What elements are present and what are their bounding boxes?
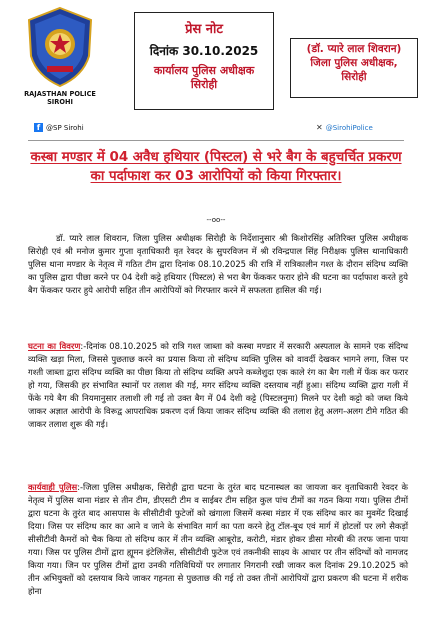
police-action-label: कार्यवाही पुलिस (28, 482, 78, 492)
incident-paragraph (28, 340, 408, 431)
office-name: कार्यालय पुलिस अधीक्षक (153, 64, 255, 77)
press-note-box (134, 12, 274, 110)
twitter-handle: @SirohiPolice (325, 123, 373, 132)
logo-caption-line1: RAJASTHAN POLICE (24, 90, 96, 98)
facebook-link[interactable] (34, 123, 84, 132)
logo-caption-line2: SIROHI (47, 98, 73, 106)
rajasthan-police-logo (14, 6, 106, 114)
letterhead (0, 0, 432, 120)
officer-box (290, 38, 418, 98)
office-location: सिरोही (190, 78, 218, 91)
press-note-title: प्रेस नोट (185, 22, 223, 37)
facebook-handle: @SP Sirohi (46, 123, 84, 132)
intro-paragraph: डॉ. प्यारे लाल शिवरान, जिला पुलिस अधीक्षक सिरोही के निर्देशानुसार श्री किशोरसिंह अतिरिक्त पुलिस अधीक्षक सिरोही एवं श्री मनोज कुमार गुप्ता वृताधिकारी वृत रेवदर के सुपरविजन में श्री रविन्द्रपाल सिंह निरीक्षक पुलिस थानाधिकारी पुलिस थाना मण्डार के नेतृत्व में गठित टीम द्वारा दिनांक 08.10.2025 की रात्रि में रात्रिकालीन गश्त के दौरान संदिग्ध व्यक्ति का पुलिस द्वारा पीछा करने पर 04 देशी कट्टे हथियार (पिस्टल) से भरा बैग फेंककर फरार होने की घटना का पर्दाफाश करते हुये बैग फेंककर फरार हुये आरोपी सहित तीन आरोपियों को गिरफ्तार करने में सफलता हासिल की गई। (28, 233, 408, 295)
section-separator: --oo-- (206, 216, 226, 224)
police-emblem-icon (25, 6, 95, 88)
officer-place: सिरोही (341, 71, 367, 83)
twitter-link[interactable] (316, 123, 373, 132)
police-action-text: :-जिला पुलिस अधीक्षक, सिरोही द्वारा घटना के तुरंत बाद घटनास्थल का जायजा कर वृताधिकारी रेवदर के नेतृत्व में पुलिस थाना मंडार से तीन टीम, डीएसटी टीम व साईबर टीम सहित कुल पांच टीमों का गठन किया गया। पुलिस टीमों द्वारा घटना के तुरंत बाद आसपास के सीसीटीवी फुटेजों को खंगाला जिसमें कस्बा मंडार में एक संदिग्ध कार का मुवमेंट दिखाई दिया। जिस पर संदिग्ध कार का आने व जाने के संभावित मार्ग का पता करने हेतु टॉल-बूथ एवं मार्ग में होटलों पर लगे सैकड़ों सीसीटीवी कैमरों को चैक किया तो संदिग्ध कार में तीन व्यक्ति आबूरोड, करोटी, मंडार होकर डीसा मोरबी की तरफ जाना पाया गया। जिस पर पुलिस टीमों द्वारा ह्यूमन इंटेलिजेंस, सीसीटीवी फुटेज एवं तकनीकी साक्ष्य के आधार पर तीन संदिग्धों को नामजद किया गया। जिन पर पुलिस टीमों द्वारा उनकी गतिविधियों पर लगातार निगरानी रखी जाकर कल दिनांक 29.10.2025 को तीन अभियुक्तों को दस्तयाब किये जाकर गहनता से पुछताछ की गई तो उक्त तीनों आरोपियों द्वारा प्रकरण की घटना में शरीक होना (28, 482, 408, 596)
facebook-icon: f (34, 123, 43, 132)
police-action-paragraph (28, 481, 408, 598)
x-twitter-icon: ✕ (316, 123, 323, 132)
incident-label: घटना का विवरण (28, 341, 81, 351)
officer-name: (डॉ. प्यारे लाल शिवरान) (306, 43, 402, 55)
headline: कस्बा मण्डार में 04 अवैध हथियार (पिस्टल) से भरे बैग के बहुचर्चित प्रकरण का पर्दाफाश कर 03 आरोपियों को किया गिरफ्तार। (30, 150, 402, 184)
press-note-date: दिनांक 30.10.2025 (149, 44, 259, 58)
incident-text: :-दिनांक 08.10.2025 को रात्रि गश्त जाब्ता को कस्बा मण्डार में सरकारी अस्पताल के सामने एक संदिग्ध व्यक्ति खड़ा मिला, जिससे पुछताछ करने का प्रयास किया तो संदिग्ध व्यक्ति पुलिस को वावर्दी देखकर भागने लगा, जिस पर गश्ती जाब्ता द्वारा संदिग्ध व्यक्ति का पीछा किया तो संदिग्ध व्यक्ति अपने कब्जेशुदा एक काले रंग का बैग गली में फेंक कर फरार हो गया, जिसकी हर संभावित स्थानों पर तलाश की गई, मगर संदिग्ध व्यक्ति दस्तयाब नहीं हुआ। संदिग्ध व्यक्ति द्वारा गली में फेंके गये बैग की नियमानुसार तलाशी ली गई तो उक्त बैग में 04 देशी कट्टे (पिस्टलनुमा) मिलने पर देशी कट्टो को जब्त किये जाकर अज्ञात आरोपी के विरूद्व आपराधिक प्रकरण दर्ज किया जाकर संदिग्ध व्यक्ति की तलाश हेतु अलग-अलग टीमे गठित की जाकर तलाश शुरू की गई। (28, 341, 408, 429)
header-divider (28, 140, 404, 141)
social-bar (0, 120, 432, 138)
officer-designation: जिला पुलिस अधीक्षक, (310, 57, 398, 69)
